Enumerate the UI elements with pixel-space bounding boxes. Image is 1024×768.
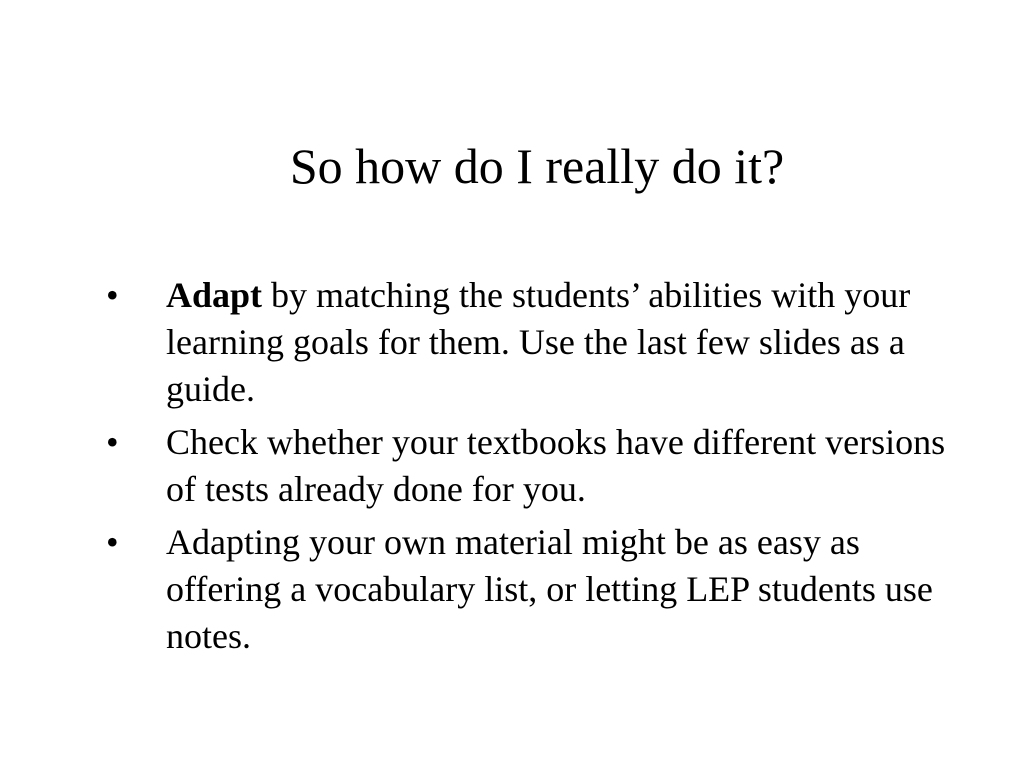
bullet-marker: •: [106, 422, 119, 462]
bullet-text: by matching the students’ abilities with your learning goals for them. Use the last few slides as a guide.: [166, 275, 911, 409]
bullet-text: Check whether your textbooks have different versions of tests already done for you.: [166, 422, 946, 509]
bullet-marker: •: [106, 275, 119, 315]
bullet-marker: •: [106, 522, 119, 562]
bullet-item: [102, 419, 962, 513]
bullet-list: [102, 272, 962, 666]
bullet-item: [102, 519, 962, 660]
bullet-bold-text: Adapt: [166, 275, 263, 315]
bullet-item: [102, 272, 962, 413]
slide-title: So how do I really do it?: [289, 138, 785, 194]
bullet-text: Adapting your own material might be as easy as offering a vocabulary list, or letting LEP students use notes.: [166, 522, 933, 656]
